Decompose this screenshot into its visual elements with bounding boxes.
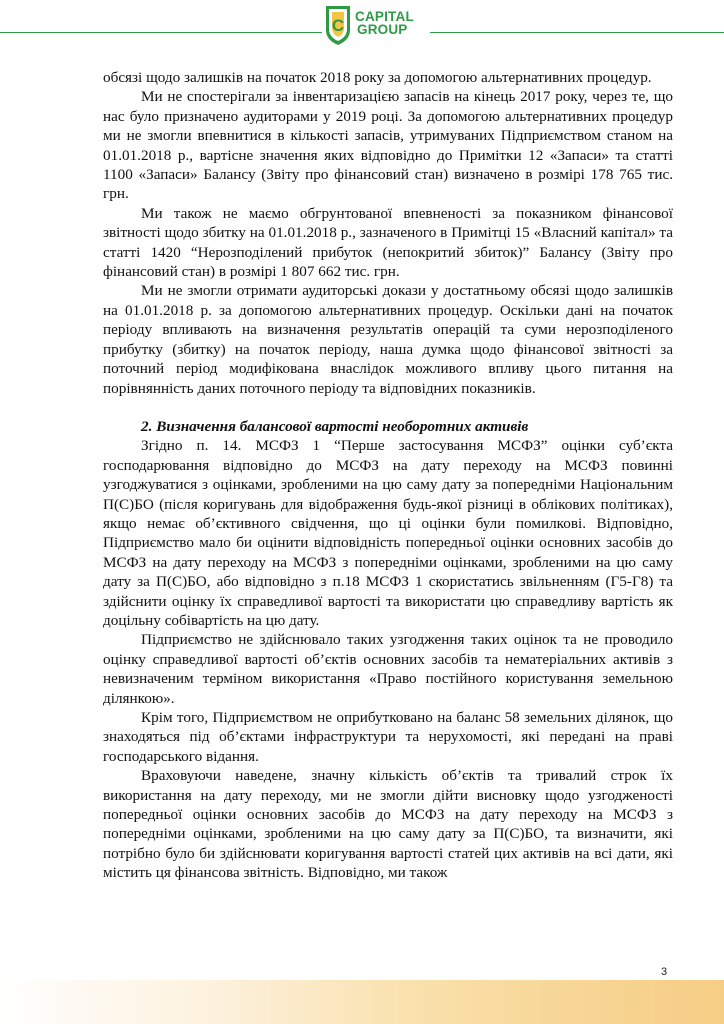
logo-letter: C — [331, 16, 345, 35]
logo-line-capital: CAPITAL — [355, 9, 414, 24]
paragraph-7: Крім того, Підприємством не оприбутковано на баланс 58 земельних ділянок, що знаходяться під об’єктами інфраструктури та нерухомості, які передані на праві господарського відання. — [103, 709, 673, 765]
paragraph-6: Підприємство не здійснювало таких узгодження таких оцінок та не проводило оцінку справедливої вартості об’єктів основних засобів та нематеріальних активів з невизначеним терміном використання «Право постійного користування земельною ділянкою». — [103, 631, 673, 707]
paragraph-1: обсязі щодо залишків на початок 2018 року за допомогою альтернативних процедур. — [103, 69, 652, 86]
header-rule-left — [0, 32, 322, 33]
logo-text — [355, 10, 414, 36]
header-rule-right — [430, 32, 724, 33]
page-number: 3 — [661, 966, 668, 978]
document-body — [103, 68, 673, 883]
logo-line-group: GROUP — [357, 22, 408, 37]
shield-logo-icon — [324, 4, 352, 46]
paragraph-4: Ми не змогли отримати аудиторські докази у достатньому обсязі щодо залишків на 01.01.2018 р. за допомогою альтернативних процедур. Оскільки дані на початок періоду впливають на визначення результатів операцій та суми нерозподіленого прибутку (збитку) на початок періоду, наша думка щодо фінансової звітності за поточний період модифікована внаслідок можливого впливу цього питання на порівнянність даних поточного періоду та відповідних показників. — [103, 282, 673, 397]
paragraph-3: Ми також не маємо обгрунтованої впевненості за показником фінансової звітності щодо збитку на 01.01.2018 р., зазначеного в Примітці 15 «Власний капітал» та статті 1420 “Нерозподілений прибуток (непокритий збиток)” Балансу (Звіту про фінансовий стан) в розмірі 1 807 662 тис. грн. — [103, 204, 673, 281]
section-heading: 2. Визначення балансової вартості необоротних активів — [141, 417, 529, 435]
paragraph-8: Враховуючи наведене, значну кількість об’єктів та тривалий строк їх використання на дату переходу, ми не змогли дійти висновку щодо узгодженості попередньої оцінки основних засобів до МСФЗ на дату переходу на МСФЗ з попередніми оцінками, зробленими на цю саму дату за П(С)БО, та визначити, які потрібно було би здійснювати коригування вартості статей цих активів на всі дати, які містить ця фінансова звітність. Відповідно, ми також — [103, 767, 673, 882]
capital-group-logo — [324, 4, 428, 48]
footer-gradient-bar — [0, 980, 724, 1024]
paragraph-2: Ми не спостерігали за інвентаризацією запасів на кінець 2017 року, через те, що нас було призначено аудиторами у 2019 році. За допомогою альтернативних процедур ми не змогли впевнитися в кількості запасів, утримуваних Підприємством станом на 01.01.2018 р., вартісне значення яких відповідно до Примітки 12 «Запаси» та статті 1100 «Запаси» Балансу (Звіту про фінансовий стан) визначено в розмірі 178 765 тис. грн. — [103, 88, 673, 203]
paragraph-5: Згідно п. 14. МСФЗ 1 “Перше застосування МСФЗ” оцінки суб’єкта господарювання відповідно до МСФЗ на дату переходу на МСФЗ повинні узгоджуватися з оцінками, зробленими на цю саму дату за попередніми Національним П(С)БО (після коригувань для відображення будь-якої різниці в облікових політиках), якщо немає об’єктивного свідчення, що ці оцінки були помилкові. Відповідно, Підприємство мало би оцінити відповідність попередньої оцінки основних засобів до МСФЗ на дату переходу на МСФЗ з попередніми оцінками, зробленими на цю саму дату за П(С)БО, або відповідно з п.18 МСФЗ 1 скористатись звільненням (Г5-Г8) та здійснити оцінку їх справедливої вартості та використати цю справедливу вартість як доцільну собівартість на цю дату. — [103, 437, 673, 629]
